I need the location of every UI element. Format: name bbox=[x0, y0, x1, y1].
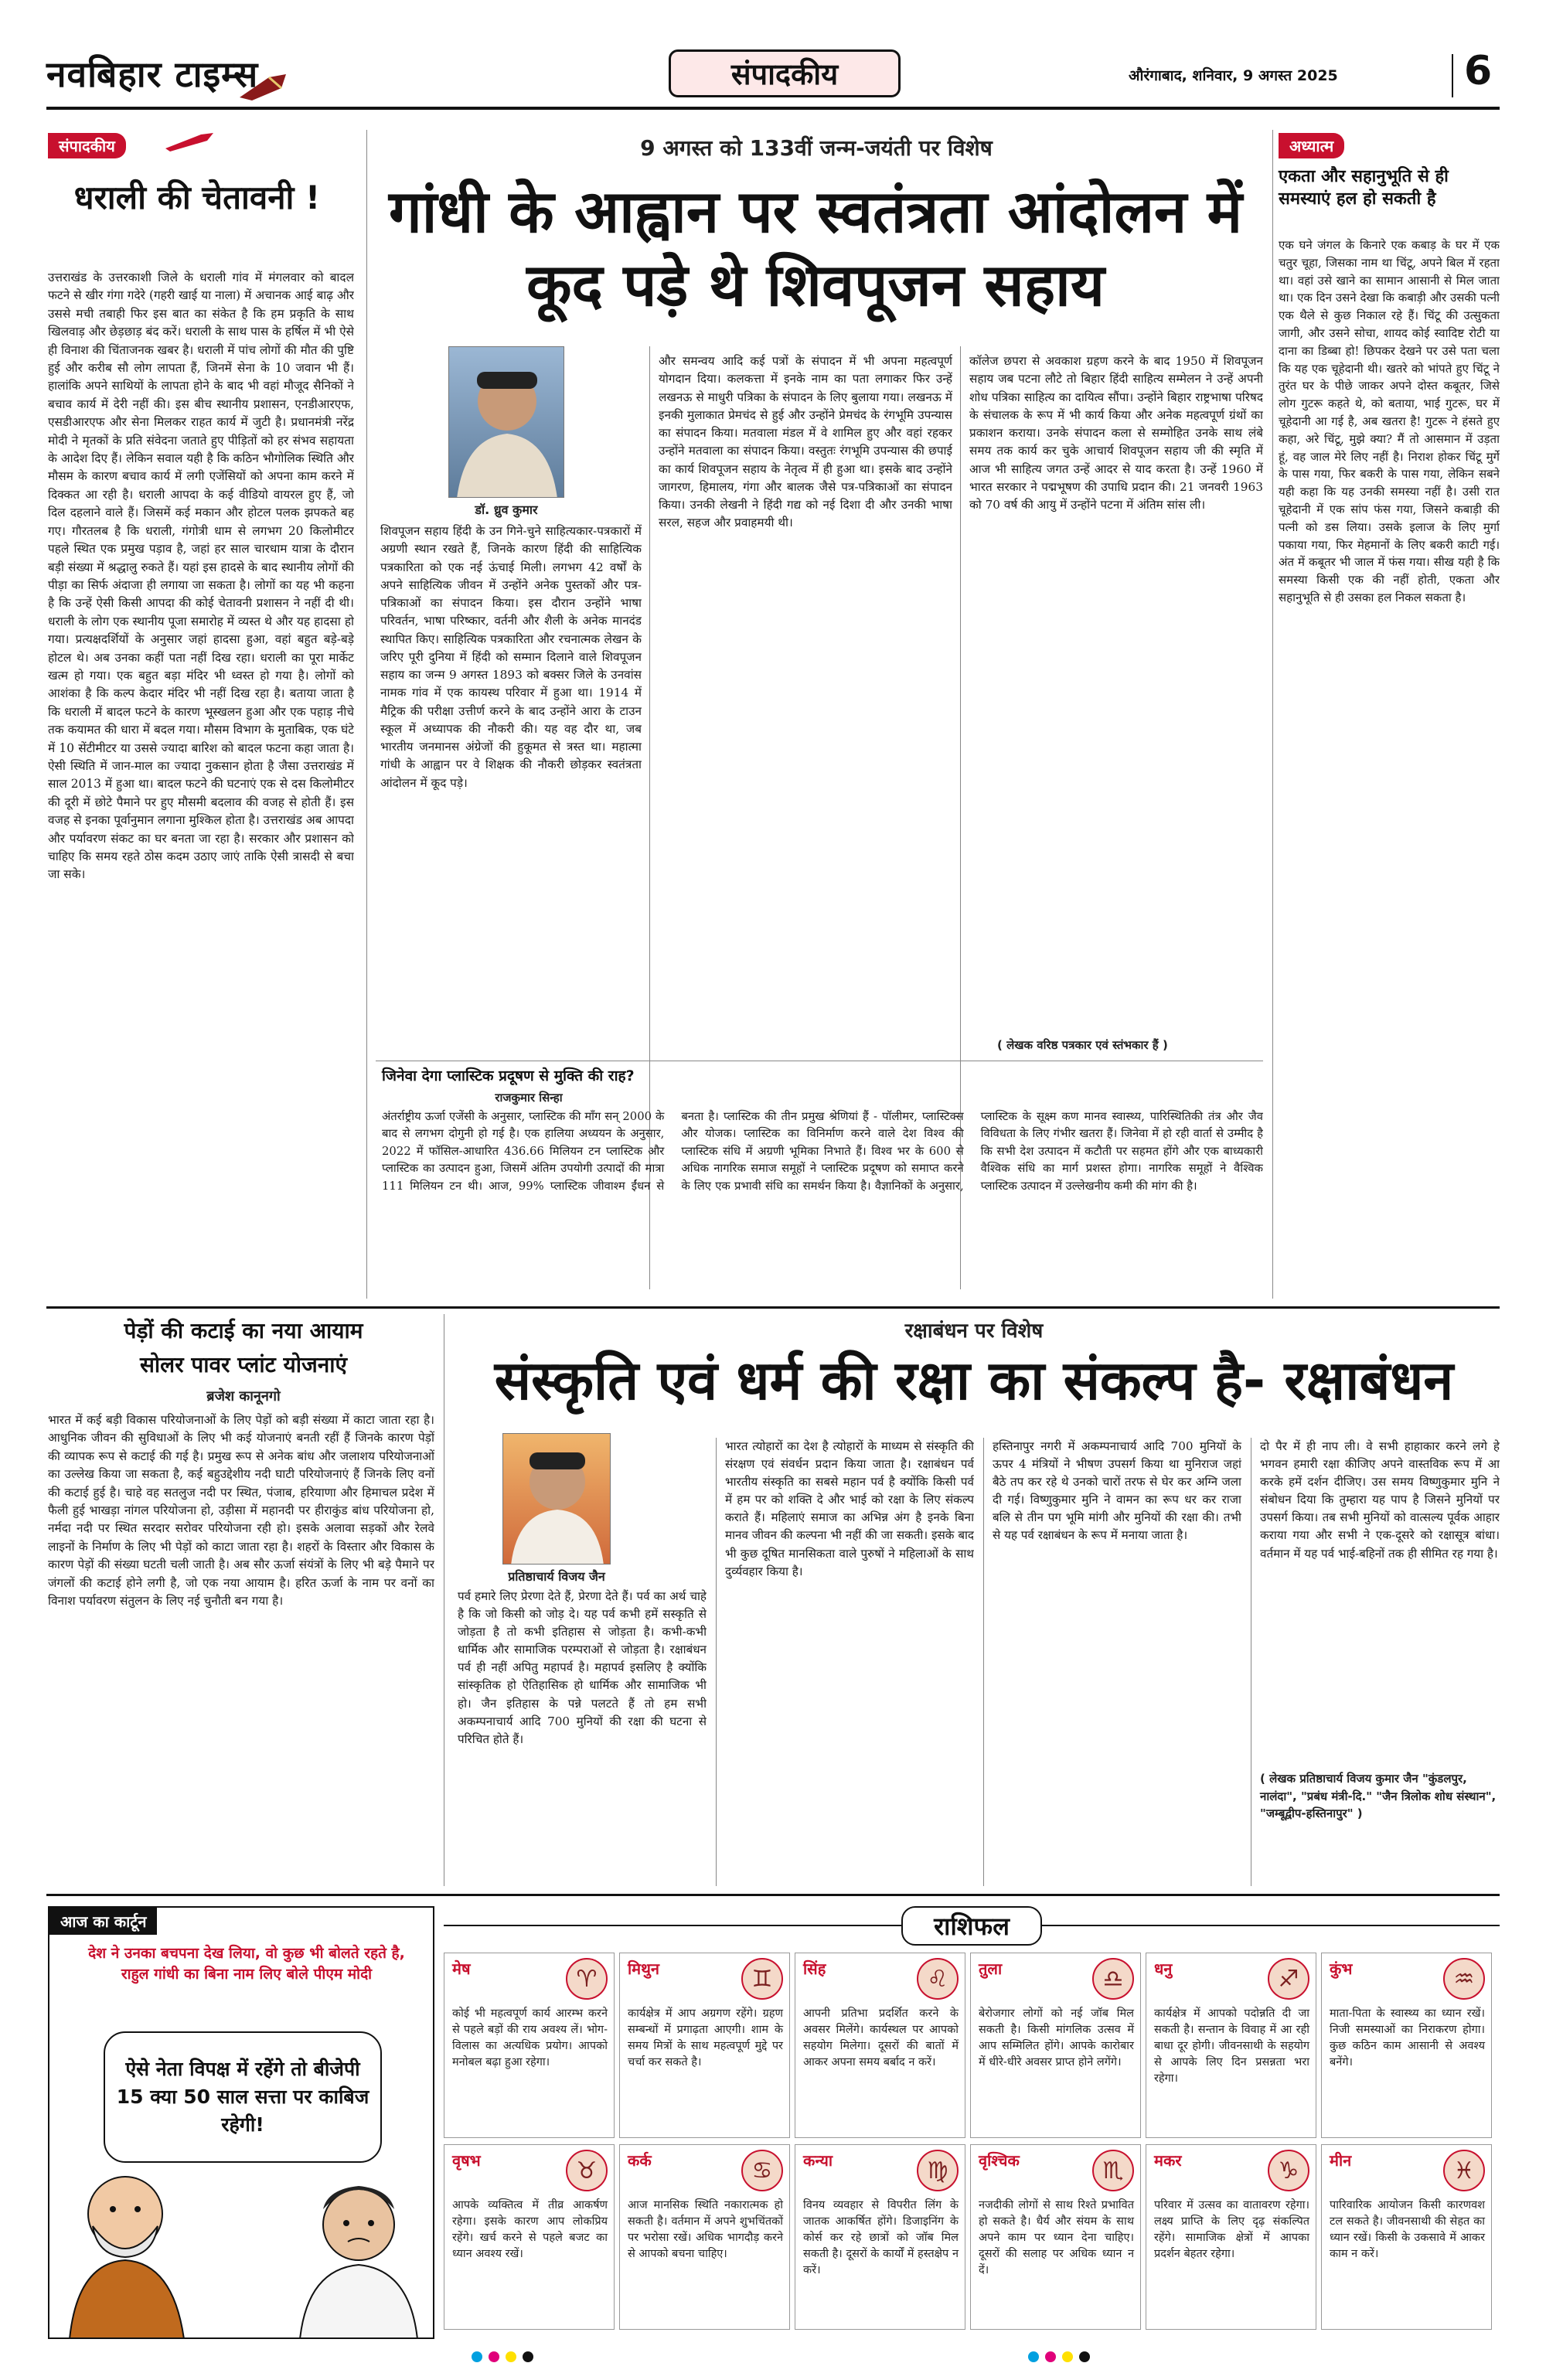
feature-col-2: और समन्वय आदि कई पत्रों के संपादन में भी अपना महत्वपूर्ण योगदान दिया। कलकत्ता में इनके नाम का पता लगाकर फिर उन्हें लखनऊ से माधुरी पत्रिका के संपादन के लिए बुलाया गया। लखनऊ में इनकी मुलाकात प्रेमचंद से हुई और उन्होंने प्रेमचंद के रंगभूमि उपन्यास का संपादन किया। मतवाला मंडल में वे शामिल हुए और वहां रहकर उन्होंने मतवाला का संपादन किया। वस्तुतः रंगभूमि उपन्यास की छपाई का कार्य शिवपूजन सहाय के नेतृत्व में ही हुआ था। इसके बाद उन्होंने जागरण, हिमालय, गंगा और बालक जैसे पत्र-पत्रिकाओं का संपादन किया। उनकी लेखनी ने हिंदी गद्य को नई दिशा दी और उनकी भाषा सरल, सहज और प्रवाहमयी थी। bbox=[659, 354, 952, 530]
rashifal-header bbox=[444, 1906, 1500, 1945]
editorial-body: उत्तराखंड के उत्तरकाशी जिले के धराली गांव में मंगलवार को बादल फटने से खीर गंगा गदेरे (गहरी खाई या नाला) में अचानक आई बाढ़ और उससे मची तबाही फिर इस बात का संकेत है कि हम प्रकृति के साथ खिलवाड़ और छेड़छाड़ बंद करें। धराली के साथ पास के हर्षिल में भी ऐसे ही विनाश की चिंताजनक खबर है। धराली में पांच लोगों की मौत की पुष्टि हुई और करीब सौ लोग लापता हैं, जिनमें सेना के 10 जवान भी हैं। हालांकि अपने साथियों के लापता होने के बाद भी वहां मौजूद सैनिकों ने बचाव कार्य में देरी नहीं की। इस बीच स्थानीय प्रशासन, एनडीआरएफ, एसडीआरएफ और सेना मिलकर राहत कार्य में जुटी है। प्रधानमंत्री नरेंद्र मोदी ने मृतकों के प्रति संवेदना जताते हुए पीड़ितों को हर संभव सहायता के आदेश दिए हैं। लेकिन सवाल यही है कि कठिन भौगोलिक स्थिति और मौसम के कारण बचाव कार्य में लगी एजेंसियों को अपना काम करने में दिक्कत आ रही है। धराली आपदा के कई वीडियो वायरल हुए हैं, जो दिल दहलाने वाले हैं। जिसमें कई मकान और होटल पलक झपकते बह गए। गौरतलब है कि धराली, गंगोत्री धाम से लगभग 20 किलोमीटर पहले स्थित एक प्रमुख पड़ाव है, जहां हर साल चारधाम यात्रा के दौरान बड़ी संख्या में श्रद्धालु रुकते हैं। यहां इस हादसे के बाद स्थानीय लोगों की पीड़ा का सिर्फ अंदाजा ही लगाया जा सकता है। लोगों का यह भी कहना है कि उन्हें ऐसी किसी आपदा की कोई चेतावनी प्रशासन ने नहीं दी थी। धराली के लोग एक स्थानीय पूजा समारोह में व्यस्त थे और यह हादसा हो गया। प्रत्यक्षदर्शियों के अनुसार जहां हादसा हुआ, वहां बहुत बड़े-बड़े होटल थे। अब उनका कहीं पता नहीं दिख रहा। धराली का पूरा मार्केट खत्म हो गया। एक बहुत बड़ा मंदिर भी ध्वस्त हो गया है। लोगों को आशंका है कि कल्प केदार मंदिर भी नहीं दिख रहा है। बताया जाता है कि धराली में बादल फटने के कारण भूस्खलन हुआ और एक पहाड़ नीचे तक कयामत की धारा में बदल गया। मौसम विभाग के मुताबिक, एक घंटे में 10 सेंटीमीटर या उससे ज्यादा बारिश को बादल फटना कहा जाता है। ऐसी स्थिति में जान-माल का ज्यादा नुकसान होता है जैसा उत्तराखंड में साल 2013 में हुआ था। बादल फटने की घटनाएं एक से दस किलोमीटर की दूरी में छोटे पैमाने पर हुए मौसमी बदलाव की वजह से होती हैं। इस वजह से इनका पूर्वानुमान लगाना मुश्किल होता है। उत्तराखंड अब आपदा और पर्यावरण संकट का घर बनता जा रहा है। सरकार और प्रशासन को चाहिए कि समय रहते ठोस कदम उठाए जाएं ताकि ऐसी त्रासदी से बचा जा सके। bbox=[48, 271, 354, 882]
dateline: औरंगाबाद, शनिवार, 9 अगस्त 2025 bbox=[1129, 67, 1338, 84]
zodiac-icon: ♍ bbox=[917, 2150, 959, 2191]
paper-name: नवबिहार टाइम्स bbox=[46, 53, 259, 95]
raksha-col-3: हस्तिनापुर नगरी में अकम्पनाचार्य आदि 700 मुनियों के ऊपर 4 मंत्रियों ने भीषण उपसर्ग किया था मुनिराज जहां बैठे तप कर रहे थे उनको चारों तरफ से घेर कर अग्नि जला दी गई। विष्णुकुमार मुनि ने वामन का रूप धर कर राजा बलि से तीन पग भूमि मांगी और मुनियों की रक्षा की। तभी से यह पर्व रक्षाबंधन के रूप में मनाया जाता है। bbox=[993, 1439, 1241, 1543]
raksha-kicker: रक्षाबंधन पर विशेष bbox=[904, 1319, 1044, 1343]
rashi-card bbox=[970, 2144, 1141, 2330]
plastic-author: राजकुमार सिन्हा bbox=[495, 1091, 563, 1105]
raksha-headline: संस्कृति एवं धर्म की रक्षा का संकल्प है- रक्षाबंधन bbox=[494, 1349, 1454, 1412]
zodiac-icon: ♓ bbox=[1443, 2150, 1485, 2191]
rashi-text: माता-पिता के स्वास्थ्य का ध्यान रखें। निजी समस्याओं का निराकरण होगा। कुछ कठिन काम आसानी से अवश्य बनेंगे। bbox=[1330, 2007, 1485, 2069]
trees-headline-1: पेड़ों की कटाई का नया आयाम bbox=[124, 1318, 363, 1343]
masthead bbox=[46, 49, 1500, 102]
zodiac-icon: ♈ bbox=[566, 1958, 608, 2000]
rashifal-title: राशिफल bbox=[901, 1906, 1042, 1946]
zodiac-icon: ♏ bbox=[1092, 2150, 1134, 2191]
cartoon-speech: देश ने उनका बचपना देख लिया, वो कुछ भी बोलते रहते है, राहुल गांधी का बिना नाम लिए बोले पीएम मोदी bbox=[88, 1945, 405, 1983]
rashi-name: तुला bbox=[979, 1959, 1003, 1978]
editorial-tag: संपादकीय bbox=[48, 133, 126, 158]
rashi-card bbox=[619, 2144, 790, 2330]
cartoon-panel bbox=[48, 1906, 434, 2339]
rashi-card bbox=[444, 1953, 615, 2138]
rashi-text: आपनी प्रतिभा प्रदर्शित करने के अवसर मिलेंगे। कार्यस्थल पर आपको सहयोग मिलेगा। दूसरों की बातों में आकर अपना समय बर्बाद न करें। bbox=[803, 2007, 959, 2069]
rashi-card bbox=[1146, 1953, 1316, 2138]
page-number: 6 bbox=[1464, 48, 1493, 94]
rashi-name: कुंभ bbox=[1330, 1959, 1353, 1978]
rashi-text: बेरोजगार लोगों को नई जॉब मिल सकती है। किसी मांगलिक उत्सव में आप सम्मिलित होंगे। आपके कारोबार में धीरे-धीरे अवसर प्राप्त होने लगेंगे। bbox=[979, 2007, 1134, 2069]
raksha-author-photo bbox=[502, 1433, 611, 1565]
cartoon-tag: आज का कार्टून bbox=[49, 1908, 157, 1935]
rashi-name: कर्क bbox=[628, 2151, 652, 2170]
rashi-name: सिंह bbox=[803, 1959, 826, 1978]
trees-author: ब्रजेश कानूनगो bbox=[206, 1388, 281, 1405]
trees-body: भारत में कई बड़ी विकास परियोजनाओं के लिए पेड़ों को बड़ी संख्या में काटा जाता रहा है। आधुनिक जीवन की सुविधाओं के लिए भी कई योजनाएं बनती रहीं हैं जिनके कारण पेड़ों की व्यापक रूप से कटाई की गई है। प्रमुख रूप से अनेक बांध और जलाशय परियोजनाओं का उल्लेख किया जा सकता है, कई बहुउद्देशीय नदी घाटी परियोजनाएं हैं जिनके लिए वनों की कटाई हुई है। चाहे वह सतलुज नदी पर स्थित, पंजाब, हरियाणा और हिमाचल प्रदेश में फैली हुई भाखड़ा नांगल परियोजना हो, उड़ीसा में महानदी पर हीराकुंड बांध परियोजना हो, नर्मदा नदी पर स्थित सरदार सरोवर परियोजना रही हो। इसके अलावा सड़कों और रेलवे लाइनों के निर्माण के लिए भी पेड़ों को काटा जाता रहा है। शहरों के विस्तार और विकास के कारण पेड़ों की संख्या घटती चली जाती है। अब सौर ऊर्जा संयंत्रों के लिए भी बड़े पैमाने पर जंगलों की कटाई होने लगी है, जो एक नया आयाम है। हरित ऊर्जा के नाम पर वनों का विनाश पर्यावरण संतुलन के लिए नई चुनौती बन गया है। bbox=[48, 1413, 434, 1609]
rashi-name: मिथुन bbox=[628, 1959, 660, 1978]
author-photo bbox=[448, 346, 564, 498]
section-title: संपादकीय bbox=[730, 57, 839, 91]
rashi-card bbox=[1146, 2144, 1316, 2330]
editorial-title: धराली की चेतावनी ! bbox=[73, 179, 321, 216]
raksha-author-caption: प्रतिष्ठाचार्य विजय जैन bbox=[508, 1569, 605, 1584]
rashi-name: मेष bbox=[452, 1959, 471, 1978]
raksha-col-4: दो पैर में ही नाप ली। वे सभी हाहाकार करने लगे हे भगवन हमारी रक्षा कीजिए अपने वास्तविक रूप में आ करके हमें दर्शन दीजिए। उस समय विष्णुकुमार मुनि ने संबोधन दिया कि तुम्हारा यह पाप है जिसने मुनियों पर उपसर्ग किया। तब सभी मुनियों को वात्सल्य पूर्वक आहार कराया गया और सभी ने एक-दूसरे को रक्षासूत्र बांधा। वर्तमान में यह पर्व भाई-बहिनों तक ही सीमित रह गया है। bbox=[1260, 1439, 1500, 1561]
cartoon-figure-right bbox=[281, 2163, 433, 2339]
zodiac-icon: ♒ bbox=[1443, 1958, 1485, 2000]
adhyatma-title: एकता और सहानुभूति से ही समस्याएं हल हो सकती है bbox=[1279, 167, 1449, 209]
rashi-name: मकर bbox=[1154, 2151, 1182, 2170]
rashi-text: कोई भी महत्वपूर्ण कार्य आरम्भ करने से पहले बड़ों की राय अवश्य लें। भोग-विलास का अत्यधिक प्रयोग। आपको मनोबल बढ़ा हुआ रहेगा। bbox=[452, 2007, 608, 2069]
plastic-body: अंतर्राष्ट्रीय ऊर्जा एजेंसी के अनुसार, प्लास्टिक की माँग सन् 2000 के बाद से लगभग दोगुनी हो गई है। एक हालिया अध्ययन के अनुसार, 2022 में फॉसिल-आधारित 436.66 मिलियन टन प्लास्टिक और प्लास्टिक का उत्पादन हुआ, जिसमें अंतिम उपयोगी उत्पादों की मात्रा 111 मिलियन टन थी। आज, 99% प्लास्टिक जीवाश्म ईंधन से बनता है। प्लास्टिक की तीन प्रमुख श्रेणियां हैं - पॉलीमर, प्लास्टिक्स और योजक। प्लास्टिक का विनिर्माण करने वाले देश विश्व की प्लास्टिक संधि में अग्रणी भूमिका निभाते हैं। विश्व भर के 600 से अधिक नागरिक समाज समूहों ने प्लास्टिक प्रदूषण को समाप्त करने के लिए एक प्रभावी संधि का समर्थन किया है। वैज्ञानिकों के अनुसार, प्लास्टिक के सूक्ष्म कण मानव स्वास्थ्य, पारिस्थितिकी तंत्र और जैव विविधता के लिए गंभीर खतरा हैं। जिनेवा में हो रही वार्ता से उम्मीद है कि सभी देश उत्पादन में कटौती पर सहमत होंगे और एक बाध्यकारी वैश्विक संधि का मार्ग प्रशस्त होगा। नागरिक समूहों ने वैश्विक प्लास्टिक उत्पादन में उल्लेखनीय कमी की मांग की है। bbox=[382, 1110, 1263, 1193]
feature-signoff: ( लेखक वरिष्ठ पत्रकार एवं स्तंभकार हैं ) bbox=[997, 1038, 1168, 1052]
zodiac-icon: ♋ bbox=[741, 2150, 783, 2191]
raksha-col-2: भारत त्योहारों का देश है त्योहारों के माध्यम से संस्कृति की संरक्षण एवं संवर्धन प्रदान किया जाता है। रक्षाबंधन पर्व भारतीय संस्कृति का सबसे महान पर्व है क्योंकि किसी पर्व में हम पर को शक्ति दे और भाई को रक्षा के लिए संकल्प कराते हैं। महिलाएं समाज का अभिन्न अंग है इनके बिना मानव जीवन की कल्पना भी नहीं की जा सकती। इसके बाद भी कुछ दूषित मानसिकता वाले पुरुषों ने महिलाओं के साथ दुर्व्यवहार किया है। bbox=[725, 1439, 974, 1578]
rashi-name: वृश्चिक bbox=[979, 2151, 1020, 2170]
adhyatma-tag: अध्यात्म bbox=[1279, 133, 1344, 158]
feature-col-1: शिवपूजन सहाय हिंदी के उन गिने-चुने साहित्यकार-पत्रकारों में अग्रणी स्थान रखते हैं, जिनके कारण हिंदी की साहित्यिक पत्रकारिता को एक नई ऊंचाई मिली। लगभग 42 वर्षों के अपने साहित्यिक जीवन में उन्होंने अनेक पुस्तकों और पत्र-पत्रिकाओं का संपादन किया। इस दौरान उन्होंने भाषा परिवर्तन, भाषा परिष्कार, वर्तनी और शैली के अनेक मानदंड स्थापित किए। साहित्यिक पत्रकारिता और रचनात्मक लेखन के जरिए पूरी दुनिया में हिंदी को सम्मान दिलाने वाले शिवपूजन सहाय का जन्म 9 अगस्त 1893 को बक्सर जिले के उनवांस नामक गांव में एक कायस्थ परिवार में हुआ था। 1914 में मैट्रिक की परीक्षा उत्तीर्ण करने के बाद उन्होंने आरा के टाउन स्कूल में अध्यापक की नौकरी की। यह वह दौर था, जब भारतीय जनमानस अंग्रेजों की हुकूमत से त्रस्त था। महात्मा गांधी के आह्वान पर वे शिक्षक की नौकरी छोड़कर स्वतंत्रता आंदोलन में कूद पड़े। bbox=[380, 524, 642, 790]
rashi-card bbox=[1321, 1953, 1492, 2138]
author-caption: डॉ. ध्रुव कुमार bbox=[475, 502, 538, 517]
rashi-text: कार्यक्षेत्र में आप अग्रगण रहेंगे। ग्रहण सम्बन्धों में प्रगाढ़ता आएगी। शाम के समय मित्रों के साथ महत्वपूर्ण मुद्दे पर चर्चा कर सकते है। bbox=[628, 2007, 783, 2069]
rashi-card bbox=[795, 1953, 965, 2138]
cartoon-bubble-text: ऐसे नेता विपक्ष में रहेंगे तो बीजेपी 15 क्या 50 साल सत्ता पर काबिज रहेगी! bbox=[116, 2057, 369, 2137]
section-pill bbox=[669, 49, 901, 97]
zodiac-icon: ♎ bbox=[1092, 1958, 1134, 2000]
zodiac-icon: ♑ bbox=[1268, 2150, 1309, 2191]
trees-headline-2: सोलर पावर प्लांट योजनाएं bbox=[139, 1352, 348, 1377]
raksha-col-1: पर्व हमारे लिए प्रेरणा देते हैं, प्रेरणा देते हैं। पर्व का अर्थ चाहे है कि जो किसी को जोड़ दे। यह पर्व कभी हमें सस्कृति से जोड़ता है तो कभी इतिहास से जोड़ता है। कभी-कभी धार्मिक और सामाजिक परम्पराओं से जोड़ता है। रक्षाबंधन पर्व ही नहीं अपितु महापर्व है। महापर्व इसलिए है क्योंकि सांस्कृतिक हो ऐतिहासिक हो धार्मिक और सामाजिक भी हो। जैन इतिहास के पन्ने पलटते हैं तो हम सभी अकम्पनाचार्य आदि 700 मुनियों की रक्षा की घटना से परिचित होते हैं। bbox=[458, 1589, 707, 1746]
rashi-text: कार्यक्षेत्र में आपको पदोन्नति दी जा सकती है। सन्तान के विवाह में आ रही बाधा दूर होगी। जीवनसाथी के सहयोग से आपके लिए दिन प्रसन्नता भरा रहेगा। bbox=[1154, 2007, 1309, 2085]
feature-headline: गांधी के आह्वान पर स्वतंत्रता आंदोलन में कूद पड़े थे शिवपूजन सहाय bbox=[388, 177, 1243, 319]
rashi-card bbox=[619, 1953, 790, 2138]
rashifal-grid bbox=[444, 1953, 1500, 2339]
rashi-text: परिवार में उत्सव का वातावरण रहेगा। लक्ष्य प्राप्ति के लिए दृढ़ संकल्पित रहेंगे। सामाजिक क्षेत्रों में आपका प्रदर्शन बेहतर रहेगा। bbox=[1154, 2199, 1309, 2261]
rashi-text: आपके व्यक्तित्व में तीव्र आकर्षण रहेगा। इसके कारण आप लोकप्रिय रहेंगे। खर्च करने से पहले बजट का ध्यान अवश्य रखें। bbox=[452, 2199, 608, 2261]
rashi-card bbox=[970, 1953, 1141, 2138]
rashi-text: नजदीकी लोगों से साथ रिश्ते प्रभावित हो सकते है। धैर्य और संयम के साथ अपने काम पर ध्यान देना चाहिए। दूसरों की सलाह पर अधिक ध्यान न दें। bbox=[979, 2199, 1134, 2277]
adhyatma-body: एक घने जंगल के किनारे एक कबाड़ के घर में एक चतुर चूहा, जिसका नाम था चिंटू, अपने बिल में रहता था। वहां उसे खाने का सामान आसानी से मिल जाता था। एक दिन उसने देखा कि कबाड़ी और उसकी पत्नी एक थैले से कुछ निकाल रहे हैं। चिंटू की उत्सुकता जागी, और उसने सोचा, शायद कोई स्वादिष्ट रोटी या दाना का डिब्बा हो! छिपकर देखने पर उसे पता चला कि यह एक चूहेदानी थी। खतरे को भांपते हुए चिंटू ने तुरंत घर के पीछे जाकर अपने दोस्त कबूतर, जिसे लोग गुटरू कहते थे, को बताया, भाई गुटरू, घर में चूहेदानी आ गई है, अब खतरा है! गुटरू ने हंसते हुए कहा, अरे चिंटू, मुझे क्या? मैं तो आसमान में उड़ता हूं, वह जाल मेरे लिए नहीं है। निराश होकर चिंटू मुर्गे के पास गया, फिर बकरी के पास गया, लेकिन सबने यही कहा कि यह उनकी समस्या नहीं है। उसी रात चूहेदानी में एक सांप फंस गया, जिसने कबाड़ी की पत्नी को डस लिया। उसके इलाज के लिए मुर्गा पकाया गया, फिर मेहमानों के लिए बकरी काटी गई। अंत में कबूतर भी जाल में फंस गया। सीख यही है कि समस्या किसी एक की नहीं होती, एकता और सहानुभूति से ही उसका हल निकल सकता है। bbox=[1279, 238, 1500, 604]
zodiac-icon: ♉ bbox=[566, 2150, 608, 2191]
rashi-name: धनु bbox=[1154, 1959, 1173, 1978]
rashi-card bbox=[795, 2144, 965, 2330]
pen-nib-icon bbox=[238, 73, 292, 100]
feature-col-3: कॉलेज छपरा से अवकाश ग्रहण करने के बाद 1950 में शिवपूजन सहाय जब पटना लौटे तो बिहार हिंदी साहित्य सम्मेलन ने उन्हें अपनी शोध पत्रिका साहित्य का दायित्व सौंपा। उन्होंने बिहार राष्ट्रभाषा परिषद के संचालक के रूप में भी कार्य किया और अनेक महत्वपूर्ण ग्रंथों का प्रकाशन कराया। उनके संपादन कला से सम्मोहित उनके साथ लंबे समय तक कार्य कर चुके आचार्य शिवपूजन सहाय जी की स्मृति में आज भी साहित्य जगत उन्हें आदर से याद करता है। उन्हें 1960 में भारत सरकार ने पद्मभूषण की उपाधि प्रदान की। 21 जनवरी 1963 को 70 वर्ष की आयु में उन्होंने पटना में अंतिम सांस ली। bbox=[969, 354, 1263, 512]
feature-kicker: 9 अगस्त को 133वीं जन्म-जयंती पर विशेष bbox=[640, 135, 993, 161]
rashi-name: वृषभ bbox=[452, 2151, 481, 2170]
zodiac-icon: ♐ bbox=[1268, 1958, 1309, 2000]
zodiac-icon: ♌ bbox=[917, 1958, 959, 2000]
rashi-name: मीन bbox=[1330, 2151, 1352, 2170]
rashi-card bbox=[444, 2144, 615, 2330]
registration-marks bbox=[0, 2350, 1546, 2365]
rashi-card bbox=[1321, 2144, 1492, 2330]
rashi-text: आज मानसिक स्थिति नकारात्मक हो सकती है। वर्तमान में अपने शुभचिंतकों पर भरोसा रखें। अधिक भागदौड़ करने से आपको बचना चाहिए। bbox=[628, 2199, 783, 2261]
rashi-text: विनय व्यवहार से विपरीत लिंग के जातक आकर्षित होंगे। डिजाइनिंग के कोर्स कर रहे छात्रों को जॉब मिल सकती है। दूसरों के कार्यों में हस्तक्षेप न करें। bbox=[803, 2199, 959, 2277]
plastic-headline: जिनेवा देगा प्लास्टिक प्रदूषण से मुक्ति की राह? bbox=[382, 1067, 635, 1084]
zodiac-icon: ♊ bbox=[741, 1958, 783, 2000]
rashi-text: पारिवारिक आयोजन किसी कारणवश टल सकते है। जीवनसाथी की सेहत का ध्यान रखें। किसी के उकसावे में आकर काम न करें। bbox=[1330, 2199, 1485, 2261]
cartoon-figure-left bbox=[54, 2140, 193, 2339]
pen-icon bbox=[162, 130, 216, 153]
rashi-name: कन्या bbox=[803, 2151, 833, 2170]
raksha-signoff: ( लेखक प्रतिष्ठाचार्य विजय कुमार जैन "कुंडलपुर, नालंदा", "प्रबंध मंत्री-दि." "जैन त्रिलोक शोध संस्थान", "जम्बूद्वीप-हस्तिनापुर" ) bbox=[1260, 1772, 1497, 1820]
